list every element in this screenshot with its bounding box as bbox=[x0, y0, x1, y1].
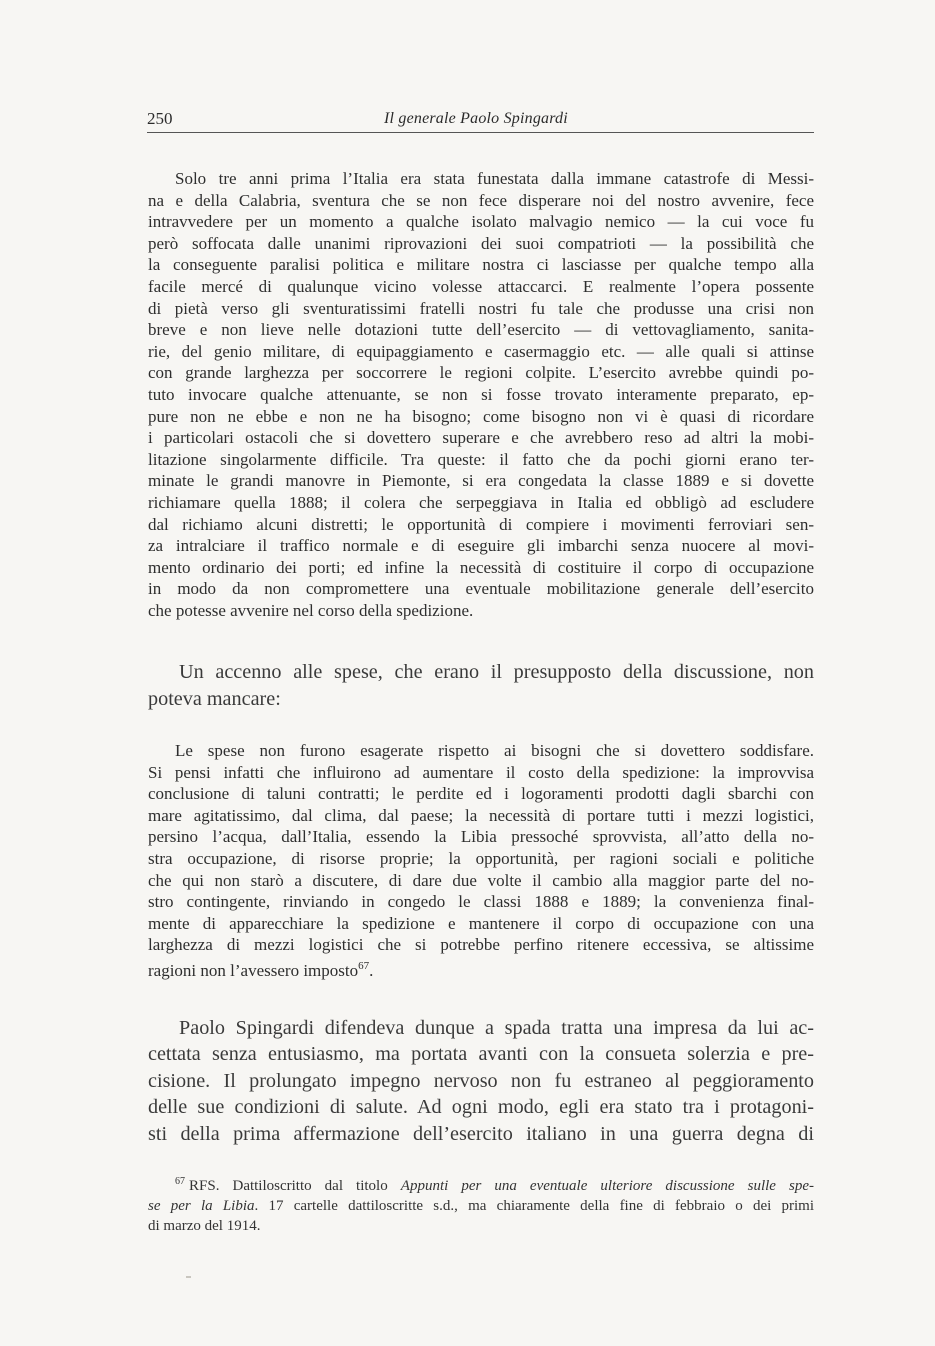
text-line: rie, del genio militare, di equipaggiamento e casermaggio etc. — alle quali si attinse bbox=[148, 341, 814, 361]
running-title: Il generale Paolo Spingardi bbox=[384, 110, 568, 127]
text-line: i particolari ostacoli che si dovettero superare e che avrebbero reso ad altri la mobi- bbox=[148, 428, 814, 448]
text-line: stra occupazione, di risorse proprie; la opportunità, per ragioni sociali e politiche bbox=[148, 848, 814, 868]
text-line: breve e non lieve nelle dotazioni tutte dell’esercito — di vettovagliamento, sanita- bbox=[148, 320, 814, 340]
text-line: conclusione di taluni contratti; le perdite ed i logoramenti prodotti dagli sbarchi con bbox=[148, 784, 814, 804]
text-line: mento ordinario dei porti; ed infine la necessità di costituire il corpo di occupazione bbox=[148, 557, 814, 577]
text-line: la conseguente paralisi politica e militare nostra ci lasciasse per qualche tempo alla bbox=[148, 255, 814, 275]
text-line: litazione singolarmente difficile. Tra queste: il fatto che da pochi giorni erano ter- bbox=[148, 449, 814, 469]
text-line: pure non ne ebbe e non ne ha bisogno; come bisogno non vi è quasi di ricordare bbox=[148, 406, 814, 426]
footnote-title: Appunti per una eventuale ulteriore discussione sulle spe- bbox=[400, 1178, 814, 1194]
footnote-text: . 17 cartelle dattiloscritte s.d., ma chiaramente della fine di febbraio o dei primi bbox=[254, 1198, 814, 1214]
footnote-source: RFS. Dattiloscritto dal titolo bbox=[189, 1178, 388, 1194]
body-paragraph-2 bbox=[148, 1015, 814, 1147]
text-fragment: ragioni non l’avessero imposto bbox=[148, 960, 359, 980]
body-paragraph-1 bbox=[148, 659, 814, 712]
text-line: che qui non starò a discutere, di dare due volte il cambio alla maggior parte del no- bbox=[148, 870, 814, 890]
text-line: con grande larghezza per soccorrere le regioni colpite. L’esercito avrebbe quindi po- bbox=[148, 363, 814, 383]
text-line: cettata senza entusiasmo, ma portata avanti con la consueta solerzia e pre- bbox=[148, 1043, 814, 1066]
text-line: cisione. Il prolungato impegno nervoso non fu estraneo al peggioramento bbox=[148, 1069, 814, 1092]
text-line: tuto invocare qualche attenuante, se non si fosse trovato interamente preparato, ep- bbox=[148, 384, 814, 404]
text-line: minate le grandi manovre in Piemonte, si era congedata la classe 1889 e si dovette bbox=[148, 471, 814, 491]
page-header bbox=[147, 108, 814, 133]
footnote-reference[interactable]: 67 bbox=[358, 959, 370, 972]
text-line: mare agitatissimo, dal clima, dal paese; la necessità di portare tutti i mezzi logistici, bbox=[148, 805, 814, 825]
text-line: Solo tre anni prima l’Italia era stata funestata dalla immane catastrofe di Messi- bbox=[175, 169, 814, 188]
text-line: delle sue condizioni di salute. Ad ogni modo, egli era stato tra i protagoni- bbox=[148, 1096, 814, 1119]
page-number: 250 bbox=[147, 109, 173, 128]
text-line: intravvedere per un momento a qualche isolato malvagio nemico — la cui voce fu bbox=[148, 212, 814, 232]
end-punctuation: . bbox=[369, 960, 374, 980]
footnote-line bbox=[148, 1196, 814, 1216]
text-line: però soffocata dalle unanimi riprovazioni dei suoi compatrioti — la possibilità che bbox=[148, 233, 814, 253]
text-line: persino l’acqua, dall’Italia, essendo la Libia pressoché sprovvista, all’atto della no- bbox=[148, 827, 814, 847]
text-line: na e della Calabria, sventura che se non fece disperare noi del nostro avvenire, fece bbox=[148, 190, 814, 210]
quote-passage-2 bbox=[148, 740, 814, 982]
text-line: Un accenno alle spese, che erano il presupposto della discussione, non bbox=[179, 661, 814, 683]
footnote bbox=[148, 1172, 814, 1236]
text-line: poteva mancare: bbox=[148, 687, 281, 710]
quote-passage-1 bbox=[148, 168, 814, 621]
scan-speck bbox=[186, 1276, 191, 1278]
text-line: stro contingente, rinviando in congedo le classi 1888 e 1889; la convenienza final- bbox=[148, 892, 814, 912]
text-line: sti della prima affermazione dell’esercito italiano in una guerra degna di bbox=[148, 1122, 814, 1145]
text-line: larghezza di mezzi logistici che si potrebbe perfino ritenere eccessiva, se altissime bbox=[148, 935, 814, 955]
text-line: Paolo Spingardi difendeva dunque a spada tratta una impresa da lui ac- bbox=[179, 1017, 814, 1039]
text-line: dal richiamo alcuni distretti; le opportunità di compiere i movimenti ferroviari sen- bbox=[148, 514, 814, 534]
text-line: za intralciare il traffico normale e di eseguire gli imbarchi senza nuocere al movi- bbox=[148, 536, 814, 556]
footnote-number: 67 bbox=[175, 1176, 185, 1187]
text-line: che potesse avvenire nel corso della spedizione. bbox=[148, 600, 474, 620]
text-line: in modo da non compromettere una eventuale mobilitazione generale dell’esercito bbox=[148, 579, 814, 599]
text-line-with-note bbox=[148, 956, 814, 982]
text-line: Si pensi infatti che influirono ad aumentare il costo della spedizione: la improvvisa bbox=[148, 762, 814, 782]
footnote-title-cont: se per la Libia bbox=[148, 1198, 255, 1214]
text-line: facile mercé di qualunque vicino volesse attaccarci. E realmente l’opera possente bbox=[148, 276, 814, 296]
footnote-line: di marzo del 1914. bbox=[148, 1218, 261, 1234]
text-line: richiamare quella 1888; il colera che serpeggiava in Italia ed obbligò ad escludere bbox=[148, 492, 814, 512]
text-line: mente di apparecchiare la spedizione e mantenere il corpo di occupazione con una bbox=[148, 913, 814, 933]
footnote-line bbox=[148, 1172, 814, 1196]
text-line: Le spese non furono esagerate rispetto ai bisogni che si dovettero soddisfare. bbox=[175, 741, 814, 760]
text-line: di pietà verso gli sventuratissimi fratelli nostri fu tale che produsse una crisi non bbox=[148, 298, 814, 318]
